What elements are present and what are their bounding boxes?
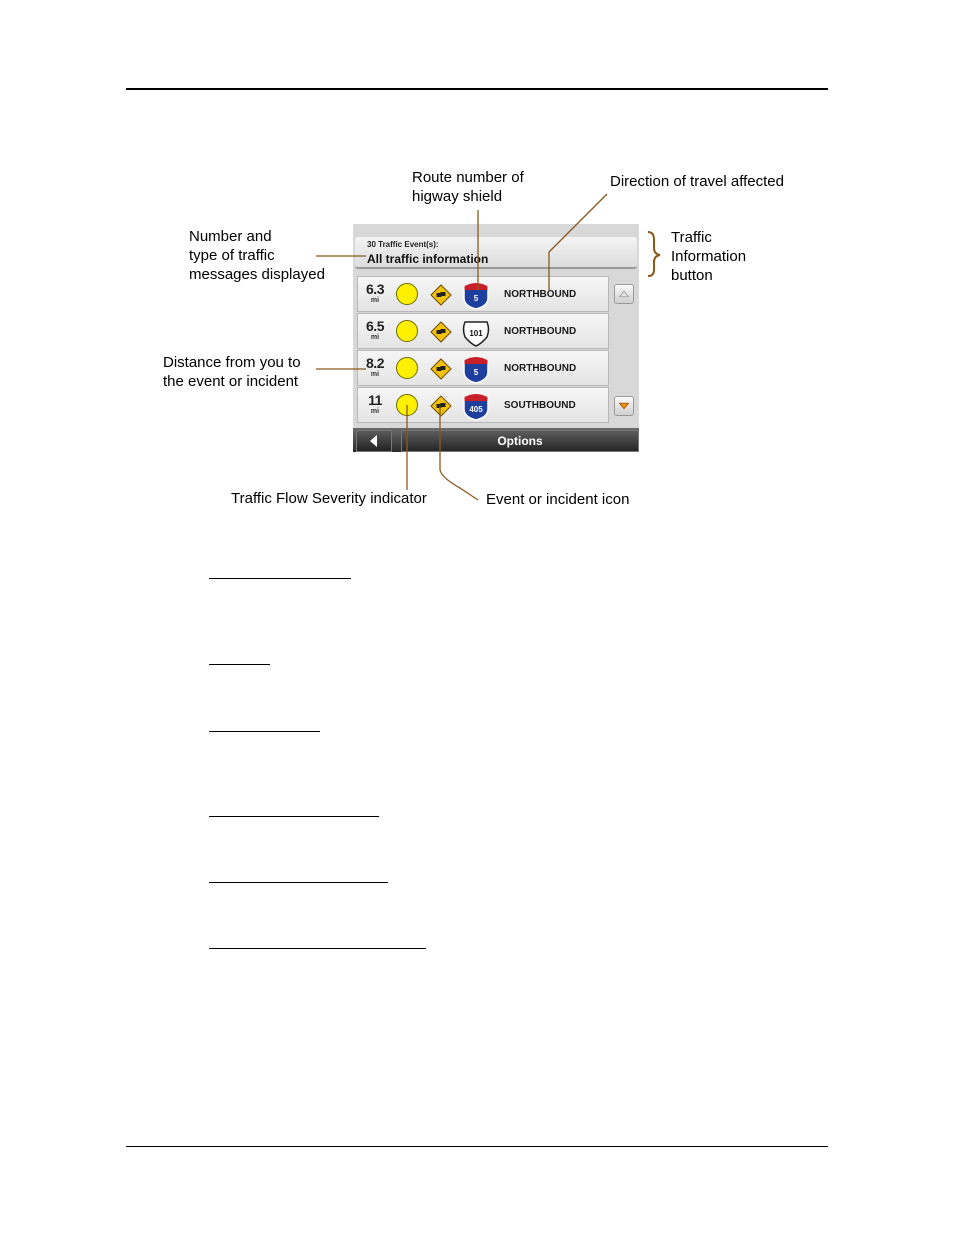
brace-icon xyxy=(648,232,660,276)
event-distance xyxy=(362,319,388,341)
chevron-down-icon xyxy=(615,397,633,415)
severity-indicator-icon xyxy=(396,394,418,416)
interstate-shield-icon xyxy=(461,391,491,421)
traffic-event-row[interactable] xyxy=(357,350,609,386)
travel-direction: SOUTHBOUND xyxy=(504,400,576,411)
distance-unit: mi xyxy=(370,408,380,415)
back-button[interactable] xyxy=(356,430,392,452)
callout-distance: Distance from you to the event or incident xyxy=(163,354,301,390)
event-distance xyxy=(362,356,388,378)
options-button[interactable]: Options xyxy=(401,430,639,452)
traffic-congestion-icon xyxy=(430,395,452,417)
traffic-congestion-icon xyxy=(430,358,452,380)
bottom-rule xyxy=(126,1146,828,1147)
severity-indicator-icon xyxy=(396,320,418,342)
interstate-shield-icon xyxy=(461,280,491,310)
back-arrow-icon xyxy=(370,435,377,447)
underline-rule xyxy=(209,948,426,949)
distance-value: 6.3 xyxy=(366,281,384,297)
route-number: 405 xyxy=(469,405,483,414)
route-number: 5 xyxy=(473,368,479,377)
event-distance xyxy=(362,393,388,415)
interstate-shield-icon xyxy=(461,354,491,384)
traffic-event-list xyxy=(357,276,609,424)
travel-direction: NORTHBOUND xyxy=(504,289,577,300)
traffic-screen xyxy=(353,224,639,452)
scroll-down-button[interactable] xyxy=(614,396,634,416)
callout-route-number: Route number of higway shield xyxy=(412,169,524,205)
us-highway-shield-icon xyxy=(461,317,491,347)
distance-unit: mi xyxy=(370,371,380,378)
traffic-information-button[interactable] xyxy=(355,237,637,269)
callout-severity: Traffic Flow Severity indicator xyxy=(231,490,427,507)
distance-value: 8.2 xyxy=(366,355,384,371)
bottom-toolbar xyxy=(353,428,639,452)
underline-rule xyxy=(209,578,351,579)
callout-direction: Direction of travel affected xyxy=(610,173,784,190)
distance-value: 11 xyxy=(368,392,382,408)
underline-rule xyxy=(209,664,270,665)
underline-rule xyxy=(209,882,388,883)
scroll-up-button[interactable] xyxy=(614,284,634,304)
event-distance xyxy=(362,282,388,304)
severity-indicator-icon xyxy=(396,357,418,379)
underline-rule xyxy=(209,816,379,817)
travel-direction: NORTHBOUND xyxy=(504,326,577,337)
travel-direction: NORTHBOUND xyxy=(504,363,577,374)
traffic-congestion-icon xyxy=(430,284,452,306)
chevron-up-icon xyxy=(615,285,633,303)
underline-rule xyxy=(209,731,320,732)
traffic-congestion-icon xyxy=(430,321,452,343)
traffic-event-row[interactable] xyxy=(357,313,609,349)
traffic-event-row[interactable] xyxy=(357,276,609,312)
severity-indicator-icon xyxy=(396,283,418,305)
distance-value: 6.5 xyxy=(366,318,384,334)
callout-number-type: Number and type of traffic messages displayed xyxy=(189,228,325,283)
callout-traffic-info-button: Traffic Information button xyxy=(671,229,747,284)
top-rule xyxy=(126,88,828,90)
traffic-event-count: 30 Traffic Event(s): xyxy=(367,240,439,249)
traffic-event-row[interactable] xyxy=(357,387,609,423)
route-number: 101 xyxy=(469,329,483,338)
traffic-filter-title: All traffic information xyxy=(367,252,489,266)
callout-event-icon: Event or incident icon xyxy=(486,491,630,508)
scroll-bar xyxy=(611,276,637,426)
distance-unit: mi xyxy=(370,297,380,304)
distance-unit: mi xyxy=(370,334,380,341)
route-number: 5 xyxy=(473,294,479,303)
